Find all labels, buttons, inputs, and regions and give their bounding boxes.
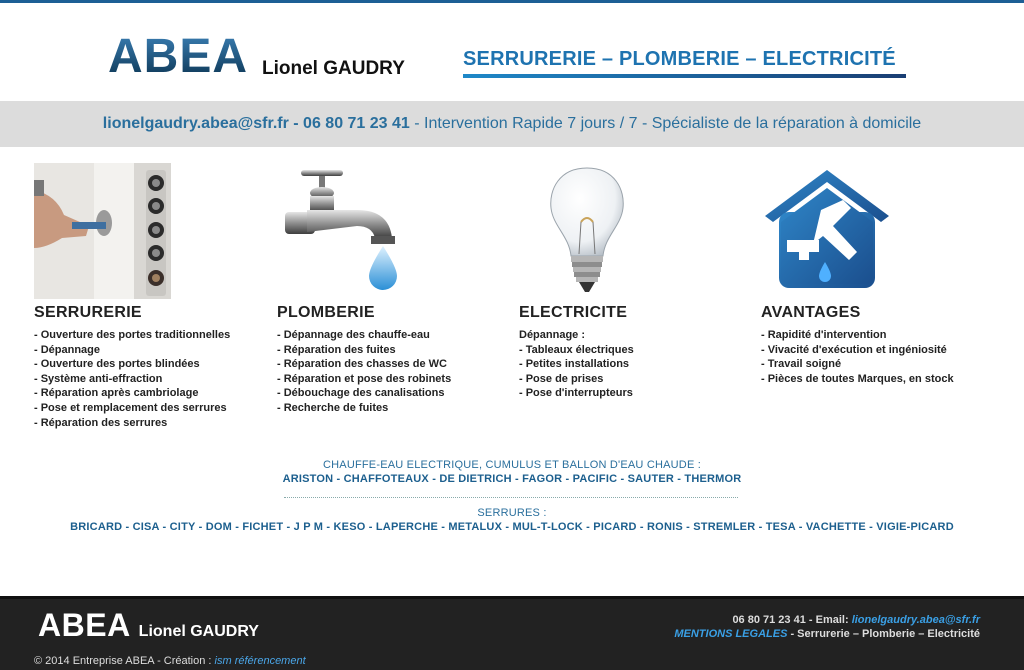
contact-email-link[interactable]: lionelgaudry.abea@sfr.fr bbox=[102, 115, 289, 132]
footer-email-link[interactable]: lionelgaudry.abea@sfr.fr bbox=[851, 614, 980, 626]
footer-contact bbox=[674, 613, 980, 641]
list-item: - Recherche de fuites bbox=[277, 401, 389, 414]
list-item: - Rapidité d'intervention bbox=[761, 329, 887, 341]
footer-copyright bbox=[34, 655, 306, 667]
service-list bbox=[761, 328, 1001, 386]
logo-brand: ABEA bbox=[108, 30, 249, 83]
footer-logo-owner: Lionel GAUDRY bbox=[138, 623, 259, 640]
heating-brands-list: ARISTON - CHAFFOTEAUX - DE DIETRICH - FAGOR - PACIFIC - SAUTER - THERMOR bbox=[282, 473, 742, 485]
tagline-underline bbox=[463, 74, 906, 78]
legal-notice-link[interactable]: MENTIONS LEGALES bbox=[674, 628, 788, 640]
heating-brands-title: CHAUFFE-EAU ELECTRIQUE, CUMULUS ET BALLON D'EAU CHAUDE : bbox=[323, 459, 701, 471]
copyright-text: © 2014 Entreprise ABEA - Création : bbox=[34, 655, 215, 667]
list-item: - Dépannage bbox=[34, 343, 101, 356]
heating-brands bbox=[0, 459, 1024, 485]
top-accent-bar bbox=[0, 0, 1024, 3]
list-item: - Réparation des fuites bbox=[277, 343, 396, 356]
list-item: - Pièces de toutes Marques, en stock bbox=[761, 372, 954, 385]
service-electricite bbox=[519, 160, 759, 401]
list-item: - Système anti-effraction bbox=[34, 372, 163, 385]
list-item: - Dépannage des chauffe-eau bbox=[277, 329, 430, 341]
tagline-text: SERRURERIE – PLOMBERIE – ELECTRICITÉ bbox=[463, 48, 896, 70]
list-item: - Vivacité d'exécution et ingéniosité bbox=[761, 343, 947, 356]
credit-link[interactable]: ism référencement bbox=[214, 655, 306, 667]
list-item: - Tableaux électriques bbox=[519, 343, 634, 356]
list-item: - Réparation des chasses de WC bbox=[277, 358, 447, 371]
list-item: - Ouverture des portes traditionnelles bbox=[34, 329, 231, 341]
list-item: - Pose d'interrupteurs bbox=[519, 387, 633, 400]
footer bbox=[0, 596, 1024, 670]
list-item: - Pose et remplacement des serrures bbox=[34, 401, 227, 414]
lock-brands-list: BRICARD - CISA - CITY - DOM - FICHET - J P M - KESO - LAPERCHE - METALUX - MUL-T-LOCK - PICARD - RONIS - STREMLER - TESA - VACHETTE - VIGIE-PICARD bbox=[70, 521, 954, 533]
header-tagline bbox=[463, 48, 906, 78]
list-item: Dépannage : bbox=[519, 329, 586, 341]
lock-brands-title: SERRURES : bbox=[477, 507, 547, 519]
lock-brands bbox=[0, 507, 1024, 533]
footer-logo-brand: ABEA bbox=[38, 607, 131, 643]
list-item: - Réparation après cambriolage bbox=[34, 387, 199, 400]
list-item: - Petites installations bbox=[519, 358, 630, 371]
faucet-image bbox=[277, 160, 517, 302]
list-item: - Réparation et pose des robinets bbox=[277, 372, 452, 385]
service-avantages bbox=[761, 160, 1001, 386]
service-title: AVANTAGES bbox=[761, 304, 861, 321]
logo-owner: Lionel GAUDRY bbox=[262, 58, 405, 79]
service-list bbox=[277, 328, 517, 416]
list-item: - Pose de prises bbox=[519, 372, 604, 385]
list-item: - Ouverture des portes blindées bbox=[34, 358, 200, 371]
list-item: - Réparation des serrures bbox=[34, 416, 168, 429]
list-item: - Débouchage des canalisations bbox=[277, 387, 445, 400]
footer-phone: 06 80 71 23 41 - Email: bbox=[732, 614, 852, 626]
contact-bar bbox=[0, 101, 1024, 147]
service-title: ELECTRICITE bbox=[519, 304, 628, 321]
contact-separator: - bbox=[288, 115, 304, 132]
site-logo[interactable] bbox=[108, 30, 405, 83]
lightbulb-image bbox=[519, 160, 759, 302]
brands-divider bbox=[284, 497, 738, 498]
lock-door-image bbox=[34, 160, 274, 302]
footer-services-text: - Serrurerie – Plomberie – Electricité bbox=[787, 628, 980, 640]
contact-bar-text: - Intervention Rapide 7 jours / 7 - Spécialiste de la réparation à domicile bbox=[409, 115, 922, 132]
house-plumbing-icon bbox=[761, 160, 1001, 302]
service-title: SERRURERIE bbox=[34, 304, 142, 321]
service-title: PLOMBERIE bbox=[277, 304, 375, 321]
service-serrurerie bbox=[34, 160, 274, 430]
contact-phone[interactable]: 06 80 71 23 41 bbox=[303, 115, 410, 132]
service-list bbox=[34, 328, 274, 430]
footer-logo[interactable] bbox=[38, 609, 259, 641]
service-plomberie bbox=[277, 160, 517, 416]
list-item: - Travail soigné bbox=[761, 358, 842, 371]
service-list bbox=[519, 328, 759, 401]
